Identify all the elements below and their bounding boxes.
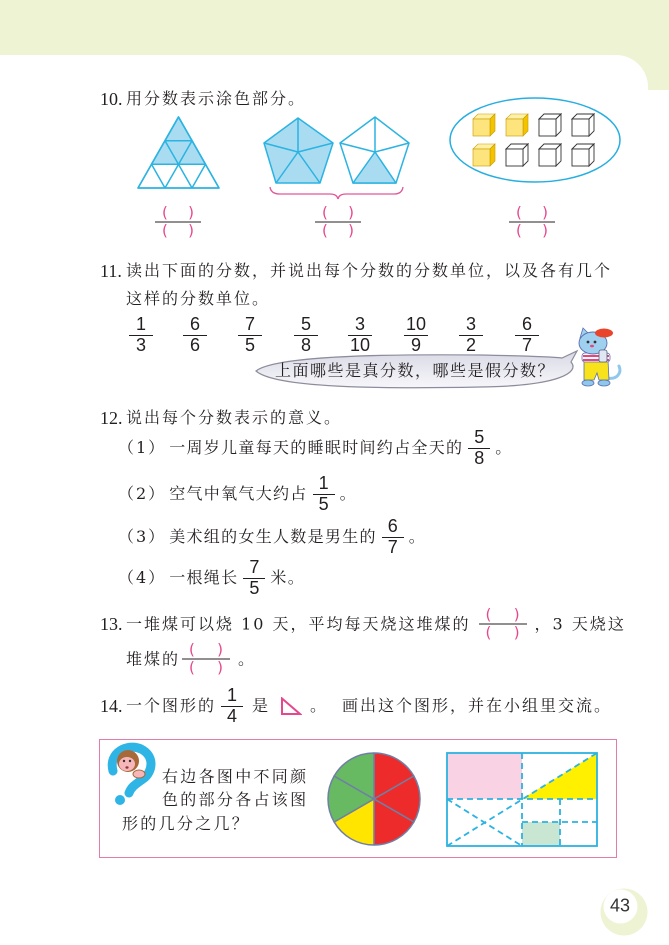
page-number: 43 <box>609 895 631 916</box>
paren-open: ( <box>322 221 328 240</box>
item-label: （4） <box>118 568 167 587</box>
problem-13-number: 13. <box>100 614 123 634</box>
paren-open: ( <box>189 640 195 659</box>
rectangle-figure <box>447 753 597 846</box>
problem-12-item-1 <box>118 428 513 468</box>
denominator: 10 <box>349 335 371 355</box>
item-suffix: 。 <box>495 438 513 457</box>
numerator: 5 <box>300 314 311 334</box>
denominator: 5 <box>318 494 329 514</box>
fraction-item <box>129 315 153 355</box>
denominator: 8 <box>474 448 485 468</box>
problem-14-text-b: 是 <box>252 696 271 715</box>
paren-close: ) <box>513 623 520 642</box>
paren-open: ( <box>162 203 168 222</box>
pentagon-partial-figure <box>340 117 409 183</box>
item-label: （1） <box>118 438 167 457</box>
numerator: 7 <box>249 557 260 577</box>
numerator: 1 <box>135 314 146 334</box>
denominator: 5 <box>244 335 255 355</box>
paren-close: ) <box>348 203 354 222</box>
cube-set-figure <box>450 98 620 182</box>
item-fraction <box>243 558 265 598</box>
fraction-item <box>294 315 318 355</box>
cube-outline-icon <box>506 144 528 166</box>
problem-13-text-b: ，3 天烧这 <box>534 614 626 633</box>
numerator: 7 <box>244 314 255 334</box>
speech-bubble-text: 上面哪些是真分数，哪些是假分数？ <box>274 361 556 380</box>
problem-12-item-3 <box>118 517 426 557</box>
cube-outline-icon <box>539 114 561 136</box>
denominator: 7 <box>387 537 398 557</box>
item-fraction <box>382 517 404 557</box>
denominator: 4 <box>227 706 238 726</box>
think-box-line-3: 形的几分之几？ <box>122 814 251 833</box>
item-suffix: 米。 <box>270 568 305 587</box>
denominator: 7 <box>521 335 532 355</box>
paren-close: ) <box>217 658 224 677</box>
problem-13-text-a: 一堆煤可以烧 10 天，平均每天烧这堆煤的 <box>126 614 471 633</box>
numerator: 10 <box>405 314 427 334</box>
problem-12-number: 12. <box>100 408 123 428</box>
denominator: 8 <box>300 335 311 355</box>
item-fraction <box>468 428 490 468</box>
cube-yellow-icon <box>473 144 495 166</box>
problem-13-text-c: 堆煤的 <box>126 649 181 668</box>
item-text: 空气中氧气大约占 <box>169 484 308 503</box>
paren-close: ) <box>217 640 224 659</box>
cube-outline-icon <box>572 144 594 166</box>
problem-14-line <box>126 686 612 726</box>
answer-blank-cubes <box>509 205 555 240</box>
problem-11-line-2: 这样的分数单位。 <box>126 289 271 308</box>
denominator: 5 <box>249 578 260 598</box>
problem-11-line-1: 读出下面的分数，并说出每个分数的分数单位，以及各有几个 <box>126 261 613 280</box>
paren-open: ( <box>485 623 492 642</box>
problem-13-line-2 <box>126 642 256 677</box>
problem-12-item-4 <box>118 558 305 598</box>
think-box-line-2: 色的部分各占该图 <box>162 790 309 809</box>
problem-14-text-c: 画出这个图形，并在小组里交流。 <box>342 696 613 715</box>
fraction-item <box>238 315 262 355</box>
right-triangle-icon <box>280 697 302 716</box>
item-text: 一根绳长 <box>169 568 239 587</box>
numerator: 1 <box>318 473 329 493</box>
paren-close: ) <box>188 203 194 222</box>
problem-14-text-a: 一个图形的 <box>126 696 217 715</box>
shaded-triangle-figure <box>138 117 219 188</box>
item-fraction <box>313 474 335 514</box>
numerator: 5 <box>474 427 485 447</box>
region-green <box>522 822 560 846</box>
numerator: 3 <box>354 314 365 334</box>
cube-yellow-icon <box>473 114 495 136</box>
cube-outline-icon <box>539 144 561 166</box>
paren-open: ( <box>322 203 328 222</box>
fraction-item <box>348 315 372 355</box>
answer-blank-pentagons <box>315 205 361 240</box>
paren-close: ) <box>188 221 194 240</box>
answer-blank-triangle <box>155 205 201 240</box>
numerator: 6 <box>521 314 532 334</box>
answer-blank-three-days <box>182 642 230 677</box>
item-suffix: 。 <box>408 527 427 546</box>
problem-14-fraction <box>221 686 243 726</box>
numerator: 3 <box>465 314 476 334</box>
question-mark-monkey-icon <box>112 747 151 805</box>
numerator: 6 <box>387 516 398 536</box>
item-text: 一周岁儿童每天的睡眠时间约占全天的 <box>169 438 464 457</box>
paren-open: ( <box>485 605 492 624</box>
pie-figure <box>328 753 420 845</box>
problem-13-text-d: 。 <box>238 649 257 668</box>
problem-12-text: 说出每个分数表示的意义。 <box>126 408 343 427</box>
numerator: 1 <box>227 685 238 705</box>
denominator: 2 <box>465 335 476 355</box>
denominator: 3 <box>135 335 146 355</box>
item-suffix: 。 <box>339 484 357 503</box>
fraction-item <box>515 315 539 355</box>
problem-10-number: 10. <box>100 89 123 109</box>
numerator: 6 <box>189 314 200 334</box>
cube-outline-icon <box>572 114 594 136</box>
paren-open: ( <box>516 221 522 240</box>
problem-12-item-2 <box>118 474 357 514</box>
paren-close: ) <box>513 605 520 624</box>
denominator: 9 <box>410 335 421 355</box>
problem-13-line-1 <box>126 607 626 642</box>
fraction-item <box>459 315 483 355</box>
paren-close: ) <box>542 203 548 222</box>
answer-blank-per-day <box>479 607 527 642</box>
problem-11-number: 11. <box>100 261 122 281</box>
problem-14-number: 14. <box>100 696 123 716</box>
denominator: 6 <box>189 335 200 355</box>
region-pink <box>447 753 522 799</box>
paren-open: ( <box>189 658 195 677</box>
think-box-line-1: 右边各图中不同颜 <box>162 767 309 786</box>
brace-icon <box>270 187 403 199</box>
fraction-item <box>404 315 428 355</box>
problem-14-period: 。 <box>310 696 329 715</box>
cube-yellow-icon <box>506 114 528 136</box>
item-label: （3） <box>118 527 167 546</box>
paren-open: ( <box>162 221 168 240</box>
item-text: 美术组的女生人数是男生的 <box>169 527 377 546</box>
paren-close: ) <box>348 221 354 240</box>
problem-10-text: 用分数表示涂色部分。 <box>126 89 307 108</box>
item-label: （2） <box>118 484 167 503</box>
paren-close: ) <box>542 221 548 240</box>
paren-open: ( <box>516 203 522 222</box>
fraction-item <box>183 315 207 355</box>
pentagon-full-figure <box>264 118 333 183</box>
cat-mascot-icon <box>579 328 620 386</box>
